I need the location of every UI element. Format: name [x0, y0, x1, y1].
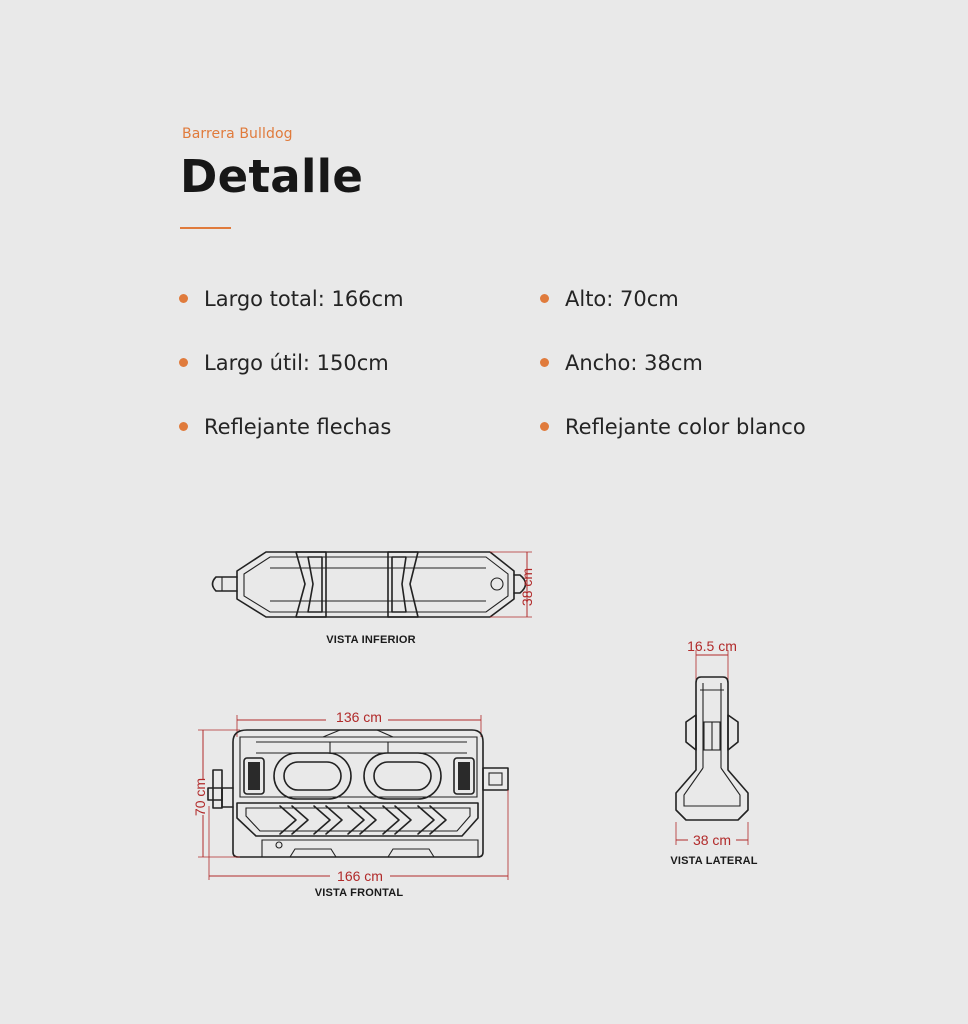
- front-view-drawing: [198, 715, 508, 880]
- side-view-bottom-dimension: 38 cm: [692, 832, 732, 848]
- bottom-view-width-dimension: 38 cm: [519, 567, 535, 607]
- spec-label: Largo útil: 150cm: [204, 351, 389, 375]
- side-view-caption: VISTA LATERAL: [670, 855, 758, 867]
- front-view-top-dimension: 136 cm: [336, 709, 382, 725]
- spec-label: Ancho: 38cm: [565, 351, 703, 375]
- spec-label: Largo total: 166cm: [204, 287, 404, 311]
- front-view-bottom-dimension: 166 cm: [337, 868, 383, 884]
- page-title: Detalle: [180, 150, 364, 203]
- eyebrow-label: Barrera Bulldog: [182, 126, 293, 142]
- front-view-caption: VISTA FRONTAL: [314, 887, 404, 899]
- side-view-drawing: [676, 650, 748, 845]
- spec-label: Reflejante flechas: [204, 415, 392, 439]
- bottom-view-drawing: [213, 552, 533, 617]
- front-view-height-dimension: 70 cm: [192, 777, 208, 817]
- bottom-view-caption: VISTA INFERIOR: [326, 634, 416, 646]
- spec-label: Alto: 70cm: [565, 287, 679, 311]
- side-view-top-dimension: 16.5 cm: [687, 638, 737, 654]
- spec-label: Reflejante color blanco: [565, 415, 806, 439]
